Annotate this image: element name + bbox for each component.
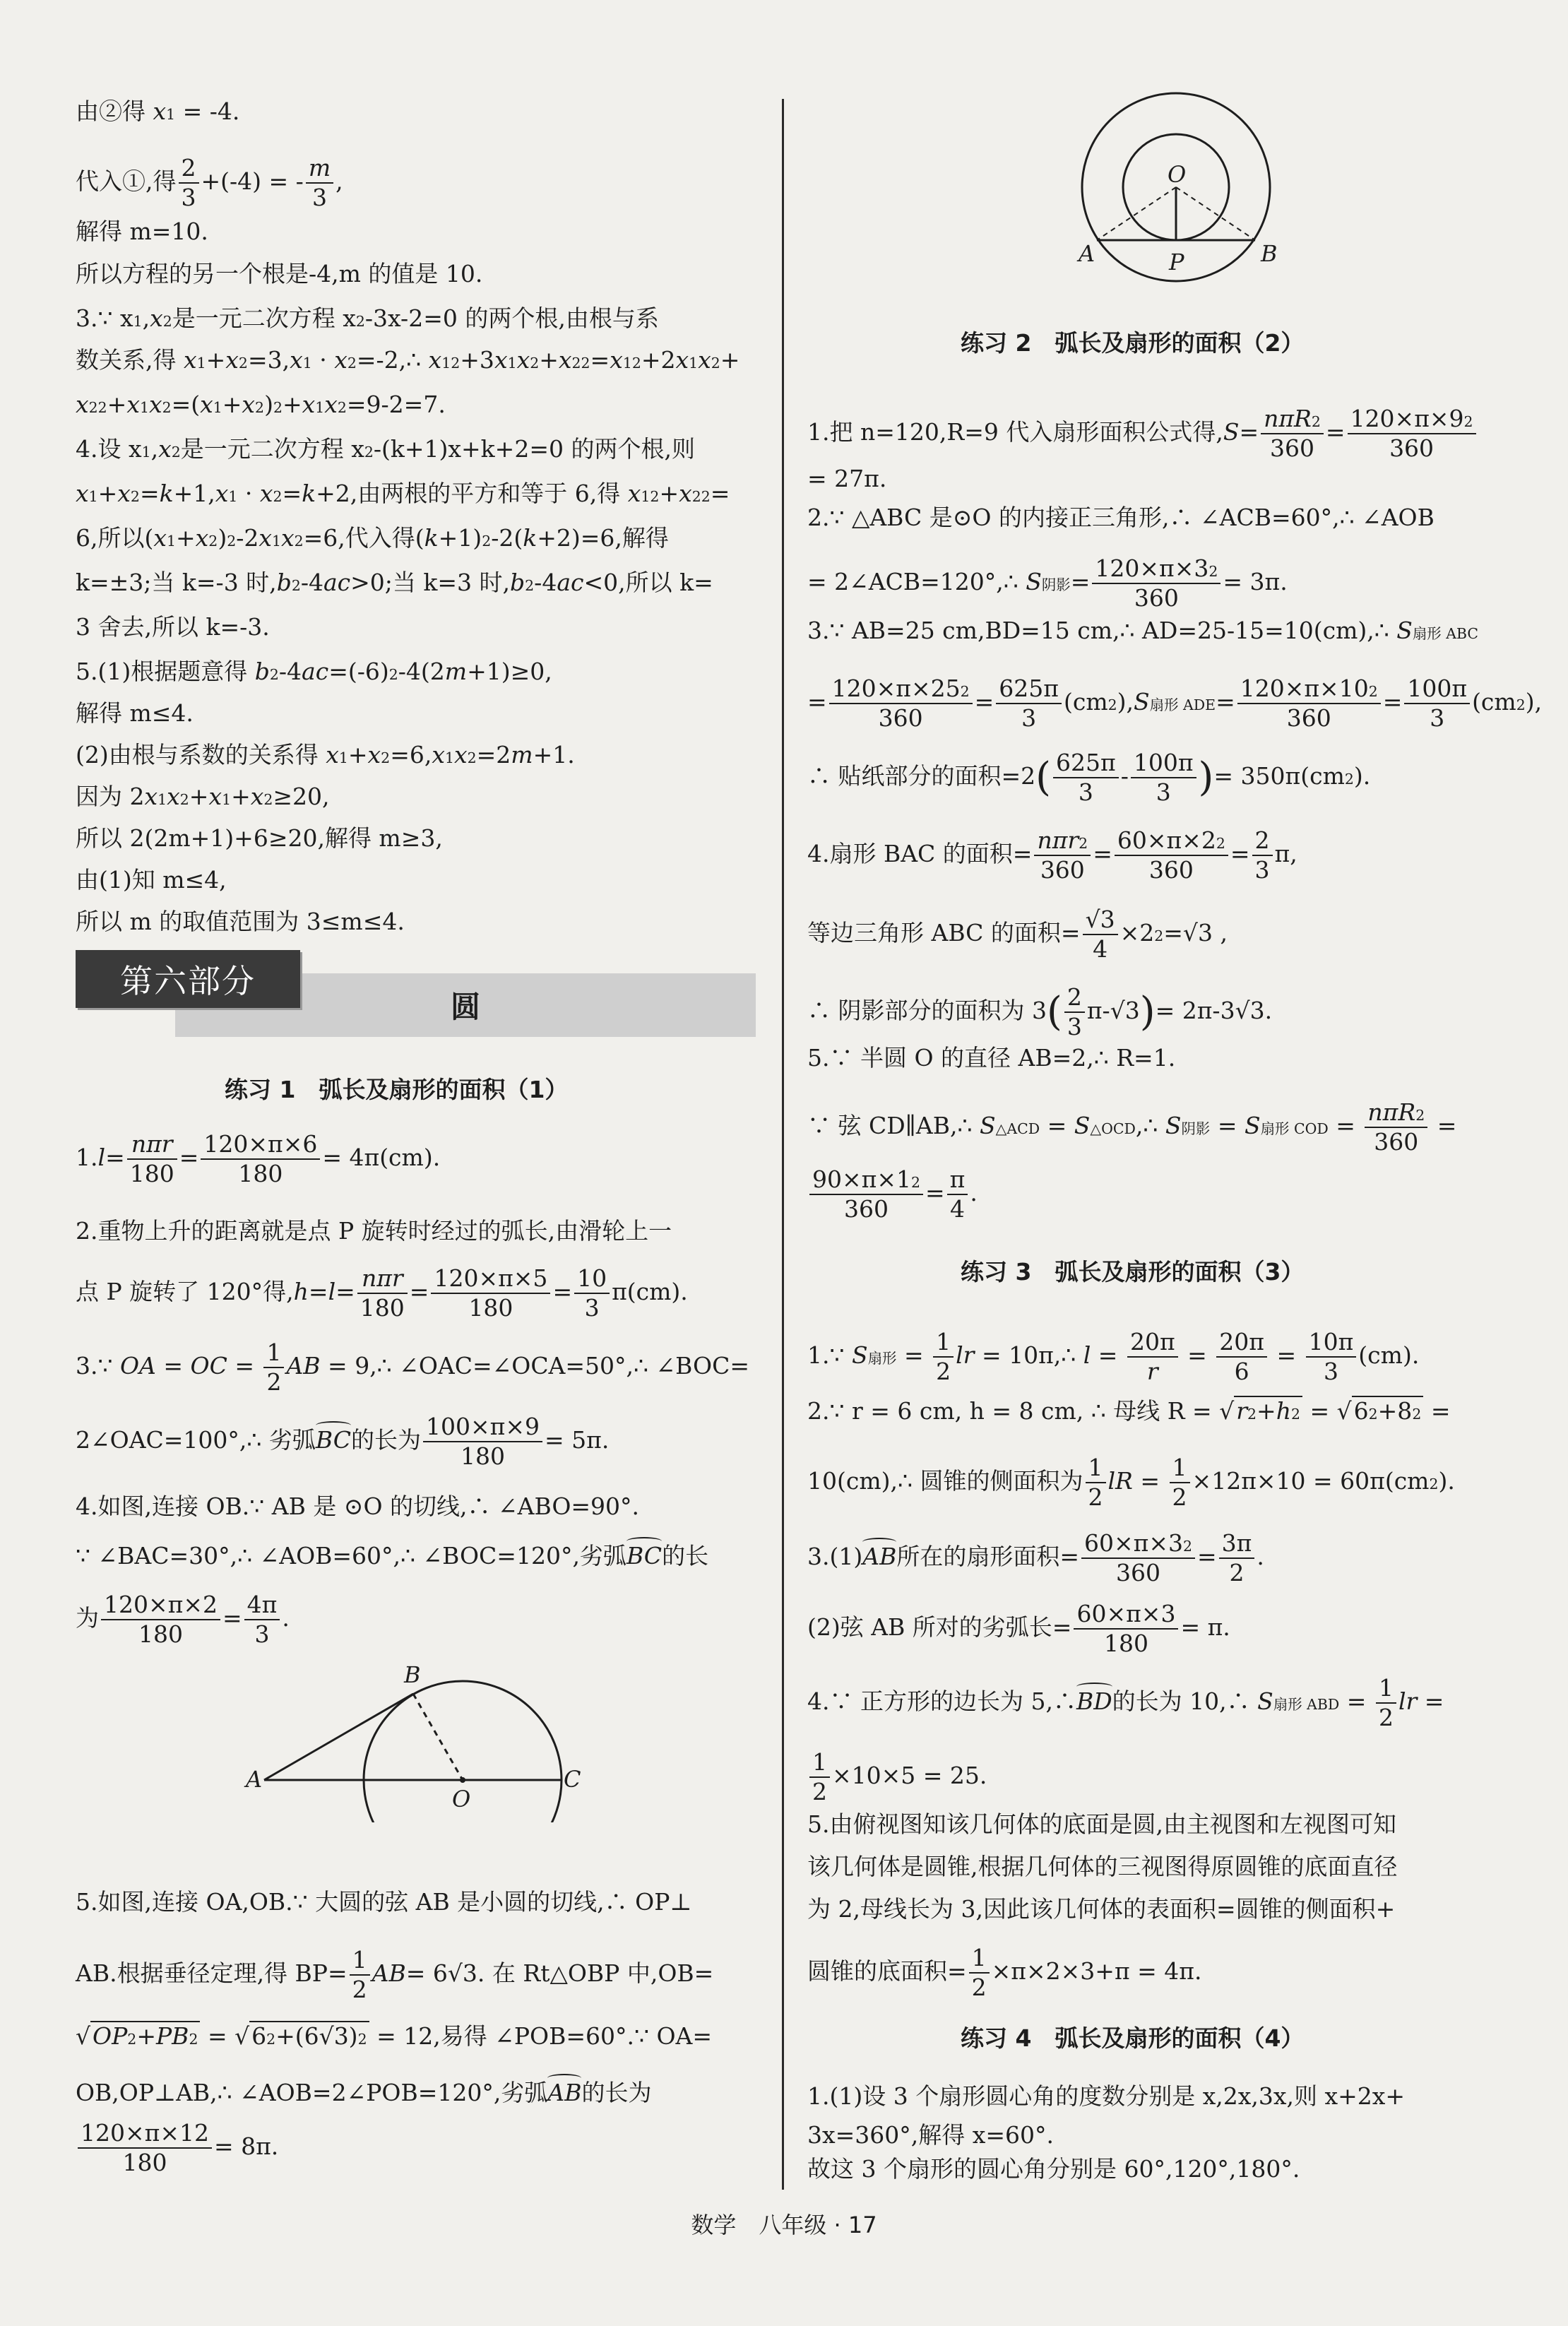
text-line: 4.如图,连接 OB.∵ AB 是 ⊙O 的切线,∴ ∠ABO=90°. bbox=[76, 1493, 640, 1520]
text-line: 1.把 n=120,R=9 代入扇形面积公式得,S= $\frac{n\pi R^2}{360}$ = $\frac{120\times\pi\times 9^2}{360}$ bbox=[807, 405, 1478, 463]
radius-OB bbox=[413, 1694, 463, 1780]
text-line: 该几何体是圆锥,根据几何体的三视图得原圆锥的底面直径 bbox=[807, 1853, 1398, 1880]
text-line: 6,所以$(x_1+x_2)^2-2x_1x_2=6$,代入得$(k+1)^2-2(k+2)=6$,解得 bbox=[76, 524, 669, 552]
center-dot bbox=[460, 1777, 465, 1783]
text-line: ∵ 弦 CD∥AB,∴ $S_{\triangle ACD}$ = $S_{\triangle OCD},\therefore$ $S_{阴影} = S_{扇形 COD}$ = $\frac{n\pi R^2}{360}$ = bbox=[807, 1098, 1457, 1156]
text-line: 2.∵ r = 6 cm, h = 8 cm, ∴ 母线 $R = √r^2+h^2 = √6^2+8^2$ = bbox=[807, 1397, 1451, 1425]
text-line: 为 $\frac{120\times\pi\times 2}{180}$ = $\frac{4\pi}{3}$ . bbox=[76, 1591, 290, 1648]
text-line: 1.l= $\frac{\text{nπr}}{180}$ = $\frac{120\times\pi\times 6}{180}$ = 4π(cm). bbox=[76, 1130, 441, 1187]
part-label: 第六部分 bbox=[120, 962, 256, 1000]
text-line: $√OP^2+PB^2 = √6^2+(6√3)^2 = 12$,易得 ∠POB=60°.∵ OA= bbox=[76, 2022, 713, 2050]
label-C: C bbox=[564, 1766, 581, 1793]
text-line: $\frac{1}{2}$ ×10×5 = 25. bbox=[807, 1748, 987, 1806]
text-line: ∴ 贴纸部分的面积=2( $\frac{625\pi}{3}$ - $\frac{100\pi}{3}$ )= $350\pi(cm^2)$. bbox=[807, 749, 1371, 806]
text-line: (2)弦 AB 所对的劣弧长= $\frac{60\times\pi\times 3}{180}$ = π. bbox=[807, 1600, 1230, 1657]
text-line: 4.扇形 BAC 的面积= $\frac{n\pi r^2}{360}$ = $\frac{60\times\pi\times 2^2}{360}$ = $\frac{2}{3}$ π, bbox=[807, 826, 1297, 884]
text-line: 3.∵ $x_1,x_2$是一元二次方程 $x^2-3x-2=0$ 的两个根,由根与系 bbox=[76, 304, 659, 332]
text-line: $x_1+x_2=k+1,x_1 \cdot x_2=k+2$,由两根的平方和等于 6,得 $x_1^2+x_2^2=$ bbox=[76, 480, 730, 507]
text-line: 等边三角形 ABC 的面积= $\frac{√3}{4}$ $\times 2^2=√3$ , bbox=[807, 906, 1228, 963]
text-line: AB.根据垂径定理,得 BP= $\frac{1}{2}$ AB= 6√3. 在 Rt△OBP 中,OB= bbox=[76, 1946, 714, 2003]
text-line: 3.(1)AB所在的扇形面积= $\frac{60\times\pi\times 3^2}{360}$ = $\frac{3\pi}{2}$ . bbox=[807, 1529, 1264, 1586]
exercise-1-title: 练习 1 弧长及扇形的面积（1） bbox=[225, 1076, 569, 1103]
text-line: = 27π. bbox=[807, 465, 887, 492]
text-line: 3.∵ AB=25 cm,BD=15 cm,∴ AD=25-15=10(cm),∴ $S_{扇形 ABC}$ bbox=[807, 617, 1479, 644]
text-line: 所以 m 的取值范围为 3≤m≤4. bbox=[76, 908, 405, 935]
text-line: = 2∠ACB=120°,∴ $S_{阴影}=$ $\frac{120\times\pi\times 3^2}{360}$ = 3π. bbox=[807, 554, 1288, 612]
text-line: ∴ 阴影部分的面积为 3( $\frac{2}{3}$ π-√3)= 2π-3√3. bbox=[807, 983, 1273, 1040]
text-line: 所以 2(2m+1)+6≥20,解得 m≥3, bbox=[76, 824, 443, 852]
tangent-circle-figure bbox=[240, 1653, 607, 1822]
text-line: 4.设 $x_1,x_2$是一元二次方程 $x^2-(k+1)x+k+2=0$ 的两个根,则 bbox=[76, 435, 695, 463]
segment-OA bbox=[1097, 187, 1176, 240]
label-P: P bbox=[1169, 249, 1184, 275]
text-line: 4.∵ 正方形的边长为 5,∴BD的长为 10,∴ $S_{扇形 ABD}$ = $\frac{1}{2}$ lr = bbox=[807, 1674, 1444, 1731]
text-line: OB,OP⊥AB,∴ ∠AOB=2∠POB=120°,劣弧AB的长为 bbox=[76, 2077, 651, 2109]
label-O: O bbox=[1168, 161, 1187, 188]
text-line: 3 舍去,所以 k=-3. bbox=[76, 613, 270, 641]
text-line: $\frac{120\times\pi\times 12}{180}$ = 8π. bbox=[76, 2119, 278, 2177]
text-line: $x_2^2+x_1x_2=(x_1+x_2)^2+x_1x_2=9-2=7$. bbox=[76, 391, 446, 418]
exercise-2-title: 练习 2 弧长及扇形的面积（2） bbox=[961, 329, 1305, 357]
tangent-AB bbox=[264, 1694, 413, 1780]
concentric-circles-figure bbox=[1028, 92, 1324, 283]
label-B: B bbox=[404, 1661, 421, 1688]
text-line: 故这 3 个扇形的圆心角分别是 60°,120°,180°. bbox=[807, 2155, 1300, 2183]
label-A: A bbox=[1079, 240, 1095, 267]
text-line: k=±3;当 k=-3 时$,b^2-4ac>0$;当 k=3 时$,b^2-4ac<0$,所以 k= bbox=[76, 569, 713, 596]
text-line: 3x=360°,解得 x=60°. bbox=[807, 2121, 1054, 2149]
text-line: 5.由俯视图知该几何体的底面是圆,由主视图和左视图可知 bbox=[807, 1810, 1396, 1838]
segment-OB bbox=[1176, 187, 1255, 240]
part-title: 圆 bbox=[450, 990, 480, 1024]
text-line: (2)由根与系数的关系得 $x_1+x_2=6,x_1x_2=2m+1$. bbox=[76, 741, 575, 769]
text-line: 5.∵ 半圆 O 的直径 AB=2,∴ R=1. bbox=[807, 1044, 1176, 1072]
text-line: 10(cm),∴ 圆锥的侧面积为 $\frac{1}{2}$ lR = $\frac{1}{2}$ $\times 12\pi\times 10 = 60\pi(cm^2)$. bbox=[807, 1454, 1455, 1511]
page-footer: 数学 八年级 · 17 bbox=[691, 2212, 877, 2238]
text-line: 因为 $2x_1x_2+x_1+x_2\ge 20$, bbox=[76, 783, 330, 810]
text-line: 圆锥的底面积= $\frac{1}{2}$ ×π×2×3+π = 4π. bbox=[807, 1944, 1202, 2001]
part-badge bbox=[76, 950, 300, 1008]
text-line: = $\frac{120\times\pi\times 25^2}{360}$ = $\frac{625\pi}{3}$ $(cm^2),S_{扇形 ADE}=$ $\frac{120\times\pi\times 10^2}{360}$ = $\frac{100\pi}{3}$ $(cm^2)$, bbox=[807, 675, 1543, 732]
text-line: 3.∵ OA = OC = $\frac{1}{2}$ AB = 9,∴ ∠OAC=∠OCA=50°,∴ ∠BOC= bbox=[76, 1339, 749, 1396]
text-line: 所以方程的另一个根是-4,m 的值是 10. bbox=[76, 260, 483, 287]
exercise-4-title: 练习 4 弧长及扇形的面积（4） bbox=[961, 2024, 1305, 2052]
label-O: O bbox=[452, 1786, 471, 1812]
label-A: A bbox=[246, 1766, 263, 1793]
text-line: 1.∵ $S_{扇形}$ = $\frac{1}{2}$ lr = 10π,∴ l = $\frac{20\pi}{r}$ = $\frac{20\pi}{6}$ = $\frac{10\pi}{3}$ (cm). bbox=[807, 1328, 1420, 1385]
text-line: 1.(1)设 3 个扇形圆心角的度数分别是 x,2x,3x,则 x+2x+ bbox=[807, 2082, 1405, 2110]
text-line: 2∠OAC=100°,∴ 劣弧BC的长为 $\frac{100\times\pi\times 9}{180}$ = 5π. bbox=[76, 1413, 610, 1470]
text-line: 2.∵ △ABC 是⊙O 的内接正三角形,∴ ∠ACB=60°,∴ ∠AOB bbox=[807, 504, 1435, 531]
text-line: 代入①,得 $\frac{2}{3}$ +(-4) = - $\frac{m}{3}$ , bbox=[76, 154, 343, 211]
text-line: 由②得 $x_1 = -4$. bbox=[76, 97, 240, 125]
text-line: $\frac{90\times\pi\times 1^2}{360}$ = $\frac{\pi}{4}$ . bbox=[807, 1165, 978, 1223]
text-line: 为 2,母线长为 3,因此该几何体的表面积=圆锥的侧面积+ bbox=[807, 1895, 1396, 1923]
text-line: 5.如图,连接 OA,OB.∵ 大圆的弦 AB 是小圆的切线,∴ OP⊥ bbox=[76, 1888, 692, 1916]
text-line: ∵ ∠BAC=30°,∴ ∠AOB=60°,∴ ∠BOC=120°,劣弧BC的长 bbox=[76, 1540, 708, 1572]
text-line: 5.(1)根据题意得 $b^2-4ac=(-6)^2-4(2m+1)\ge 0$, bbox=[76, 658, 552, 685]
text-line: 由(1)知 m≤4, bbox=[76, 866, 227, 894]
exercise-3-title: 练习 3 弧长及扇形的面积（3） bbox=[961, 1258, 1305, 1286]
text-line: 点 P 旋转了 120°得,h=l= $\frac{\text{nπr}}{180}$ = $\frac{120\times\pi\times 5}{180}$ = $\frac{10}{3}$ π(cm). bbox=[76, 1264, 688, 1322]
column-divider bbox=[782, 99, 784, 2190]
text-line: 2.重物上升的距离就是点 P 旋转时经过的弧长,由滑轮上一 bbox=[76, 1217, 672, 1245]
text-line: 数关系,得 $x_1+x_2=3,x_1$ · $x_2=-2,\therefore$ $x_1^2+3x_1x_2+x_2^2=x_1^2+2x_1x_2+$ bbox=[76, 346, 740, 374]
label-B: B bbox=[1261, 240, 1278, 267]
text-line: 解得 m=10. bbox=[76, 218, 208, 245]
text-line: 解得 m≤4. bbox=[76, 699, 194, 727]
